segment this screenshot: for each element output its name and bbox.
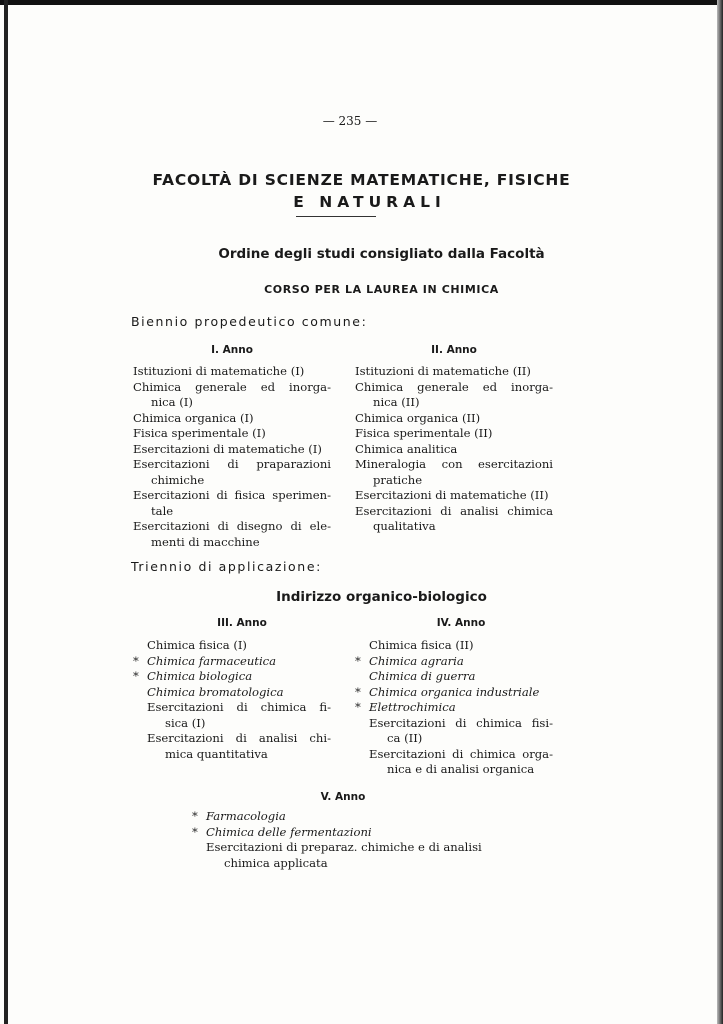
year-2-list — [355, 364, 553, 535]
course-item-line: Esercitazioni di chimica fisi- — [369, 715, 553, 730]
course-item-line: Chimica fisica (I) — [147, 638, 247, 652]
course-item-line: Istituzioni di matematiche (II) — [355, 364, 531, 378]
asterisk-marker: * — [355, 653, 361, 668]
asterisk-marker: * — [133, 669, 139, 683]
year-1-heading: I. Anno — [211, 344, 253, 356]
year-3-heading: III. Anno — [217, 617, 267, 629]
course-item-line: tale — [151, 503, 174, 518]
course-item — [133, 442, 331, 458]
course-item-line: Esercitazioni di analisi chimica — [355, 503, 553, 518]
course-item-line: nica (II) — [373, 395, 420, 409]
course-item-line: Chimica analitica — [355, 441, 458, 456]
course-item-line: Chimica fisica (II) — [369, 638, 474, 652]
course-item-line: Chimica biologica — [147, 669, 253, 683]
course-item — [355, 504, 553, 535]
course-item — [147, 638, 331, 654]
course-item — [369, 747, 553, 778]
course-item-line: menti di macchine — [151, 534, 260, 549]
course-item-line: sica (I) — [165, 715, 206, 730]
course-item-line: Esercitazioni di disegno di ele- — [133, 519, 331, 533]
course-item — [133, 426, 331, 442]
course-item-line: nica e di analisi organica — [387, 762, 535, 776]
course-item-line: Chimica bromatologica — [147, 684, 284, 699]
course-item — [355, 411, 553, 427]
course-item — [355, 457, 553, 488]
course-item-line: Chimica organica industriale — [369, 684, 540, 699]
section-subtitle: Ordine degli studi consigliato dalla Facoltà — [218, 246, 545, 262]
scan-edge-left — [4, 0, 8, 1024]
course-item-line: Chimica generale ed inorga- — [355, 379, 553, 394]
asterisk-marker: * — [192, 824, 198, 839]
indirizzo-heading: Indirizzo organico-biologico — [276, 589, 487, 605]
course-item — [147, 731, 331, 762]
course-item-line: Esercitazioni di matematiche (II) — [355, 488, 549, 502]
course-item — [355, 700, 553, 716]
year-3-list — [133, 638, 331, 762]
course-item-line: pratiche — [373, 472, 423, 487]
course-item-line: Fisica sperimentale (I) — [133, 426, 266, 440]
asterisk-marker: * — [192, 809, 198, 823]
course-item-line: Elettrochimica — [369, 700, 456, 714]
asterisk-marker: * — [133, 653, 139, 668]
course-item-line: Chimica di guerra — [369, 669, 476, 683]
course-item-line: Chimica farmaceutica — [147, 653, 277, 668]
triennio-heading: Triennio di applicazione: — [131, 559, 322, 574]
course-item-line: Esercitazioni di matematiche (I) — [133, 441, 322, 456]
course-item-line: chimica applicata — [224, 855, 328, 870]
course-item — [133, 380, 331, 411]
asterisk-marker: * — [355, 700, 361, 714]
asterisk-marker: * — [355, 684, 361, 699]
course-item — [369, 716, 553, 747]
course-item — [355, 653, 553, 670]
course-item — [192, 809, 506, 825]
course-item-line: ca (II) — [387, 731, 423, 745]
course-item-line: Fisica sperimentale (II) — [355, 426, 493, 440]
course-item — [147, 685, 331, 701]
scan-edge-top — [0, 0, 723, 5]
course-item-line: Istituzioni di matematiche (I) — [133, 364, 305, 378]
course-item-line: Esercitazioni di praparazioni — [133, 457, 331, 471]
course-item — [147, 700, 331, 731]
course-item-line: Esercitazioni di chimica fi- — [147, 700, 331, 714]
year-1-list — [133, 364, 331, 550]
course-item — [369, 638, 553, 654]
year-2-heading: II. Anno — [431, 344, 477, 356]
course-item-line: Farmacologia — [206, 809, 286, 823]
course-item — [133, 519, 331, 550]
faculty-title-line2: E NATURALI — [293, 193, 446, 211]
title-rule — [296, 216, 376, 217]
course-item-line: Esercitazioni di analisi chi- — [147, 731, 331, 745]
year-5-list — [192, 809, 506, 871]
biennio-heading: Biennio propedeutico comune: — [131, 314, 368, 329]
course-item — [355, 442, 553, 458]
course-item-line: mica quantitativa — [165, 746, 268, 761]
course-item — [133, 411, 331, 427]
course-item — [355, 380, 553, 411]
course-item — [206, 840, 506, 871]
course-heading: CORSO PER LA LAUREA IN CHIMICA — [264, 283, 499, 296]
course-item-line: Chimica generale ed inorga- — [133, 379, 331, 394]
course-item-line: Chimica agraria — [369, 653, 464, 668]
year-4-heading: IV. Anno — [436, 617, 486, 629]
course-item-line: Esercitazioni di preparaz. chimiche e di analisi — [206, 840, 482, 854]
course-item — [355, 364, 553, 380]
course-item-line: Chimica organica (I) — [133, 410, 254, 425]
course-item-line: Chimica delle fermentazioni — [206, 824, 372, 839]
course-item-line: chimiche — [151, 472, 205, 487]
course-item — [133, 653, 331, 670]
course-item-line: nica (I) — [151, 395, 193, 409]
course-item-line: qualitativa — [373, 519, 436, 533]
course-item — [369, 669, 553, 685]
faculty-title: FACOLTÀ DI SCIENZE MATEMATICHE, FISICHE — [152, 171, 571, 189]
course-item-line: Mineralogia con esercitazioni — [355, 457, 553, 471]
scan-edge-right — [717, 0, 723, 1024]
year-4-list — [355, 638, 553, 778]
course-item — [355, 684, 553, 701]
year-5-heading: V. Anno — [320, 791, 366, 803]
course-item — [133, 488, 331, 519]
course-item — [355, 426, 553, 442]
course-item — [133, 457, 331, 488]
course-item-line: Chimica organica (II) — [355, 410, 481, 425]
course-item — [133, 669, 331, 685]
course-item — [133, 364, 331, 380]
course-item-line: Esercitazioni di fisica sperimen- — [133, 488, 331, 502]
course-item — [355, 488, 553, 504]
course-item — [192, 824, 506, 841]
page-number: — 235 — — [322, 114, 378, 128]
course-item-line: Esercitazioni di chimica orga- — [369, 746, 553, 761]
